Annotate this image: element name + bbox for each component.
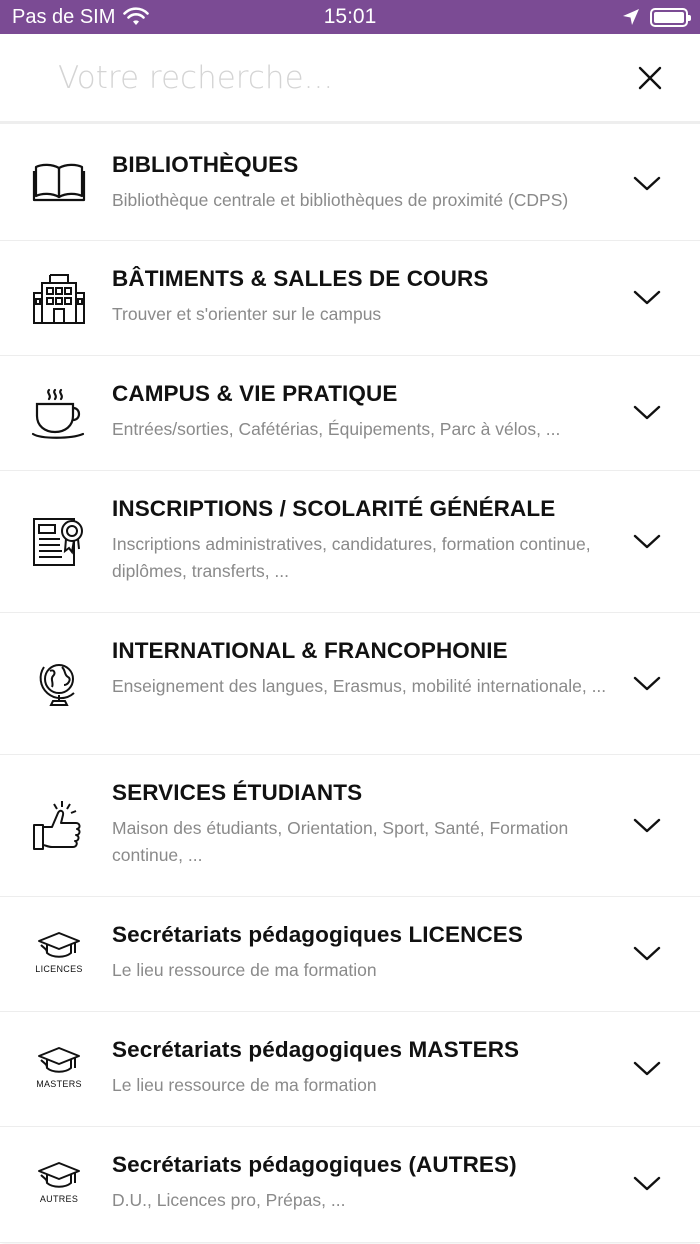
chevron-down-icon[interactable] <box>632 402 662 422</box>
category-title: CAMPUS & VIE PRATIQUE <box>112 381 398 406</box>
search-input[interactable] <box>58 60 630 96</box>
category-row-services-etudiants[interactable] <box>0 755 700 897</box>
category-title: INTERNATIONAL & FRANCOPHONIE <box>112 638 508 663</box>
status-right <box>622 8 688 27</box>
icon-caption: MASTERS <box>36 1079 82 1089</box>
location-arrow-icon <box>622 8 640 26</box>
chevron-down-icon[interactable] <box>632 287 662 307</box>
category-title: Secrétariats pédagogiques LICENCES <box>112 922 524 947</box>
category-title: Secrétariats pédagogiques MASTERS <box>112 1037 520 1062</box>
globe-icon <box>30 661 88 707</box>
category-title: Secrétariats pédagogiques (AUTRES) <box>112 1152 517 1177</box>
category-title: SERVICES ÉTUDIANTS <box>112 780 363 805</box>
category-title: INSCRIPTIONS / SCOLARITÉ GÉNÉRALE <box>112 496 556 521</box>
book-icon <box>30 162 88 202</box>
graduation-cap-icon <box>30 1161 88 1204</box>
icon-caption: LICENCES <box>35 964 83 974</box>
category-row-batiments[interactable] <box>0 241 700 356</box>
status-left <box>12 6 149 29</box>
category-subtitle: Maison des étudiants, Orientation, Sport, Santé, Formation continue, ... <box>112 818 569 865</box>
carrier-label: Pas de SIM <box>12 5 116 28</box>
category-subtitle: D.U., Licences pro, Prépas, ... <box>112 1190 346 1210</box>
category-subtitle: Le lieu ressource de ma formation <box>112 1075 377 1095</box>
chevron-down-icon[interactable] <box>632 531 662 551</box>
status-bar <box>0 0 700 34</box>
close-button[interactable] <box>630 58 670 98</box>
status-time: 15:01 <box>323 5 377 28</box>
icon-caption: AUTRES <box>39 1194 79 1204</box>
category-row-international[interactable] <box>0 613 700 755</box>
battery-icon <box>650 8 688 27</box>
battery-fill <box>654 12 684 23</box>
category-row-secretariats-licences[interactable] <box>0 897 700 1012</box>
category-subtitle: Entrées/sorties, Cafétérias, Équipements, Parc à vélos, ... <box>112 419 561 439</box>
chevron-down-icon[interactable] <box>632 173 662 193</box>
category-list <box>0 127 700 1243</box>
chevron-down-icon[interactable] <box>632 1173 662 1193</box>
category-subtitle: Le lieu ressource de ma formation <box>112 960 377 980</box>
chevron-down-icon[interactable] <box>632 943 662 963</box>
category-subtitle: Inscriptions administratives, candidatures, formation continue, diplômes, transferts, ... <box>112 534 591 581</box>
category-row-secretariats-masters[interactable] <box>0 1012 700 1127</box>
graduation-cap-icon <box>30 931 88 974</box>
category-row-campus[interactable] <box>0 356 700 471</box>
close-icon <box>637 65 663 91</box>
chevron-down-icon[interactable] <box>632 673 662 693</box>
category-row-secretariats-autres[interactable] <box>0 1127 700 1243</box>
category-subtitle: Trouver et s'orienter sur le campus <box>112 304 382 324</box>
category-subtitle: Enseignement des langues, Erasmus, mobilité internationale, ... <box>112 676 607 696</box>
category-subtitle: Bibliothèque centrale et bibliothèques de proximité (CDPS) <box>112 190 569 210</box>
category-title: BÂTIMENTS & SALLES DE COURS <box>112 266 489 291</box>
graduation-cap-icon <box>30 1046 88 1089</box>
building-icon <box>30 271 88 325</box>
coffee-cup-icon <box>30 388 88 440</box>
wifi-icon <box>123 7 149 27</box>
certificate-icon <box>30 515 88 569</box>
chevron-down-icon[interactable] <box>632 815 662 835</box>
chevron-down-icon[interactable] <box>632 1058 662 1078</box>
search-bar <box>0 34 700 124</box>
category-row-bibliotheques[interactable] <box>0 127 700 241</box>
category-row-inscriptions[interactable] <box>0 471 700 613</box>
category-title: BIBLIOTHÈQUES <box>112 152 299 177</box>
thumbs-up-icon <box>30 799 88 853</box>
